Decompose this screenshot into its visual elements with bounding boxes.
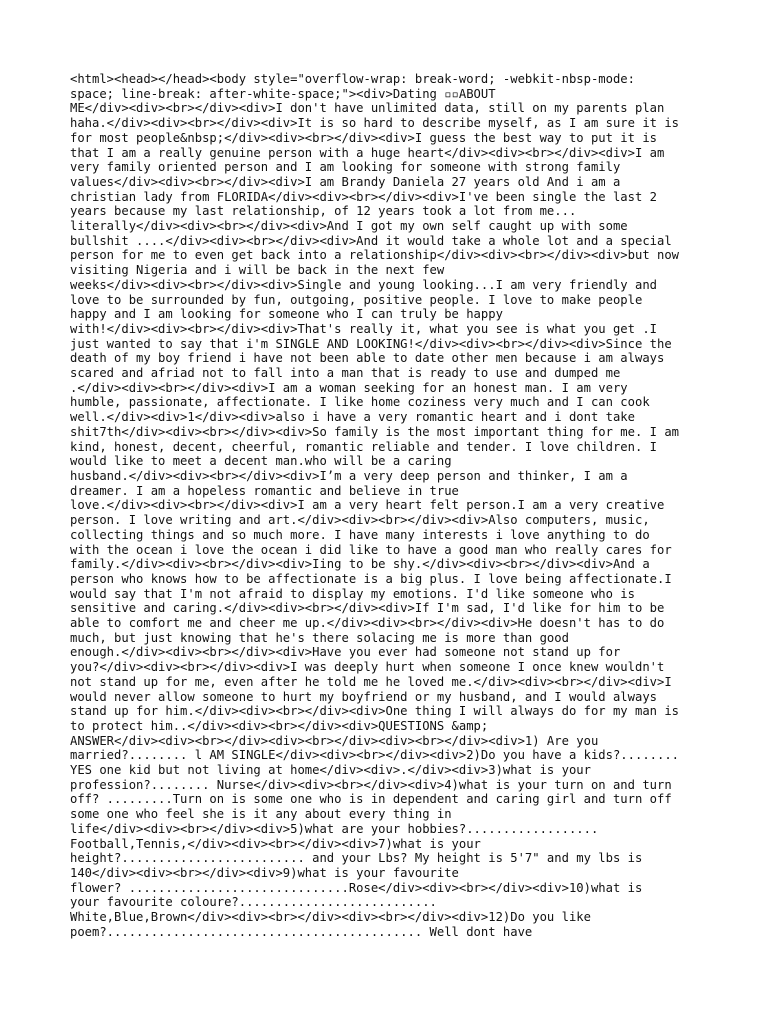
text-line: White,Blue,Brown</div><div><br></div><div><br></div><div>12)Do you like	[70, 910, 591, 925]
text-line: married?........ l AM SINGLE</div><div><br></div><div>2)Do you have a kids?........	[70, 748, 680, 763]
text-line: literally</div><div><br></div><div>And I got my own self caught up with some	[70, 219, 628, 234]
text-line: not stand up for me, even after he told me he loved me.</div><div><br></div><div>I	[70, 674, 672, 689]
text-line: visiting Nigeria and i will be back in the next few	[70, 263, 445, 278]
text-line: life</div><div><br></div><div>5)what are your hobbies?..................	[70, 821, 599, 836]
text-line: weeks</div><div><br></div><div>Single and young looking...I am very friendly and	[70, 277, 657, 292]
text-line: to protect him..</div><div><br></div><div>QUESTIONS &amp;	[70, 718, 489, 733]
text-line: love.</div><div><br></div><div>I am a very heart felt person.I am a very creative	[70, 498, 665, 513]
text-line: husband.</div><div><br></div><div>I’m a very deep person and thinker, I am a	[70, 468, 628, 483]
text-line: person. I love writing and art.</div><div><br></div><div>Also computers, music,	[70, 513, 650, 528]
text-line: stand up for him.</div><div><br></div><div>One thing I will always do for my man is	[70, 704, 680, 719]
text-line: bullshit ....</div><div><br></div><div>And it would take a whole lot and a special	[70, 233, 672, 248]
text-line: poem?........................................... Well dont have	[70, 924, 533, 939]
text-line: for most people&nbsp;</div><div><br></div><div>I guess the best way to put it is	[70, 130, 657, 145]
text-line: flower? ..............................Rose</div><div><br></div><div>10)what is	[70, 880, 643, 895]
text-line: would never allow someone to hurt my boyfriend or my husband, and I would always	[70, 689, 657, 704]
text-line: just wanted to say that i'm SINGLE AND LOOKING!</div><div><br></div><div>Since the	[70, 336, 672, 351]
text-line: ME</div><div><br></div><div>I don't have unlimited data, still on my parents plan	[70, 101, 665, 116]
text-line: with!</div><div><br></div><div>That's really it, what you see is what you get .I	[70, 321, 657, 336]
text-line: that I am a really genuine person with a huge heart</div><div><br></div><div>I am	[70, 145, 665, 160]
text-line: person who knows how to be affectionate is a big plus. I love being affectionate.I	[70, 571, 672, 586]
text-line: would like to meet a decent man.who will be a caring	[70, 454, 452, 469]
text-line: humble, passionate, affectionate. I like home coziness very much and I can cook	[70, 395, 650, 410]
text-line: well.</div><div>1</div><div>also i have a very romantic heart and i dont take	[70, 410, 635, 425]
text-line: christian lady from FLORIDA</div><div><br></div><div>I've been single the last 2	[70, 189, 657, 204]
text-line: 140</div><div><br></div><div>9)what is your favourite	[70, 865, 459, 880]
text-line: person for me to even get back into a relationship</div><div><br></div><div>but now	[70, 248, 680, 263]
text-line: happy and I am looking for someone who I can truly be happy	[70, 307, 503, 322]
text-line: YES one kid but not living at home</div><div>.</div><div>3)what is your	[70, 763, 591, 778]
text-line: collecting things and so much more. I have many interests i love anything to do	[70, 527, 650, 542]
text-line: values</div><div><br></div><div>I am Brandy Daniela 27 years old And i am a	[70, 174, 621, 189]
text-line: profession?........ Nurse</div><div><br></div><div>4)what is your turn on and turn	[70, 777, 672, 792]
text-line: your favourite coloure?...........................	[70, 895, 437, 910]
text-line: off? .........Turn on is some one who is in dependent and caring girl and turn off	[70, 792, 672, 807]
text-line: love to be surrounded by fun, outgoing, positive people. I love to make people	[70, 292, 643, 307]
text-line: would say that I'm not afraid to display my emotions. I'd like someone who is	[70, 586, 635, 601]
document-page	[70, 72, 700, 939]
text-line: shit7th</div><div><br></div><div>So family is the most important thing for me. I am	[70, 424, 680, 439]
text-line: able to comfort me and cheer me up.</div><div><br></div><div>He doesn't has to do	[70, 616, 665, 631]
text-line: some one who feel she is it any about every thing in	[70, 807, 452, 822]
text-line: very family oriented person and I am looking for someone with strong family	[70, 160, 621, 175]
text-line: height?......................... and your Lbs? My height is 5'7" and my lbs is	[70, 851, 643, 866]
text-line: space; line-break: after-white-space;"><div>Dating ▫▫ABOUT	[70, 86, 496, 101]
text-line: kind, honest, decent, cheerful, romantic reliable and tender. I love children. I	[70, 439, 657, 454]
text-line: enough.</div><div><br></div><div>Have you ever had someone not stand up for	[70, 645, 621, 660]
text-line: dreamer. I am a hopeless romantic and believe in true	[70, 483, 459, 498]
text-line: .</div><div><br></div><div>I am a woman seeking for an honest man. I am very	[70, 380, 628, 395]
text-line: family.</div><div><br></div><div>Iing to be shy.</div><div><br></div><div>And a	[70, 557, 650, 572]
text-line: scared and afriad not to fall into a man that is ready to use and dumped me	[70, 366, 621, 381]
text-line: sensitive and caring.</div><div><br></div><div>If I'm sad, I'd like for him to be	[70, 601, 665, 616]
text-line: haha.</div><div><br></div><div>It is so hard to describe myself, as I am sure it is	[70, 116, 680, 131]
text-line: you?</div><div><br></div><div>I was deeply hurt when someone I once knew wouldn't	[70, 660, 665, 675]
text-line: ANSWER</div><div><br></div><div><br></div><div><br></div><div>1) Are you	[70, 733, 599, 748]
text-line: death of my boy friend i have not been able to date other men because i am always	[70, 351, 665, 366]
text-line: years because my last relationship, of 12 years took a lot from me...	[70, 204, 577, 219]
html-source-text	[70, 72, 700, 939]
text-line: Football,Tennis,</div><div><br></div><div>7)what is your	[70, 836, 481, 851]
text-line: much, but just knowing that he's there solacing me is more than good	[70, 630, 569, 645]
text-line: with the ocean i love the ocean i did like to have a good man who really cares for	[70, 542, 672, 557]
text-line: <html><head></head><body style="overflow-wrap: break-word; -webkit-nbsp-mode:	[70, 72, 635, 86]
